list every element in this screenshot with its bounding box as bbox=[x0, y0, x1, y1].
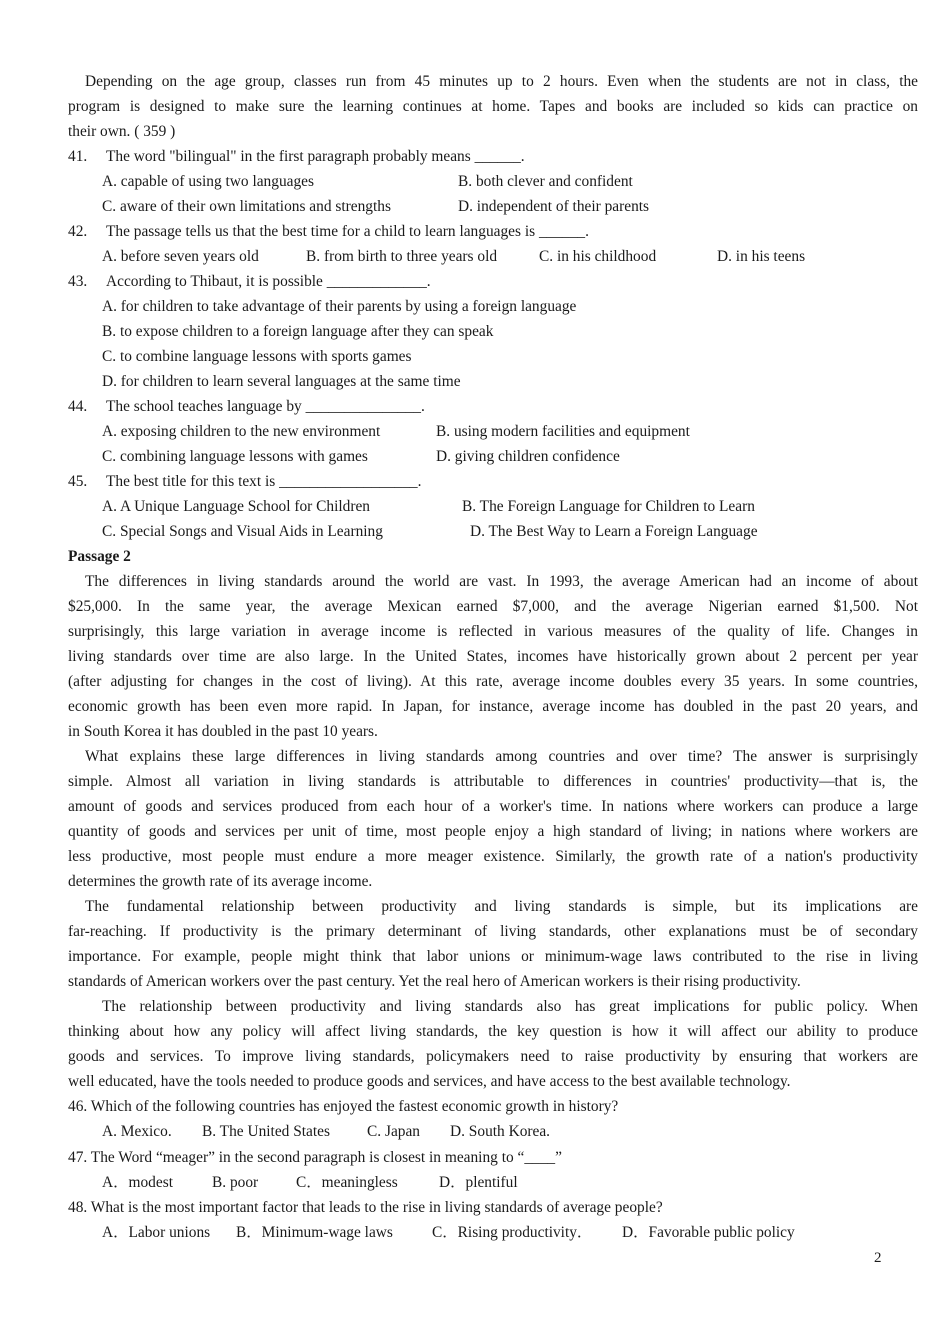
text-line: $25,000. In the same year, the average Mexican earned $7,000, and the average Nigerian earned $1,500. Not bbox=[68, 598, 918, 615]
text-line: standards of American workers over the past century. Yet the real hero of American workers is their rising productivity. bbox=[68, 973, 801, 990]
paragraph-4 bbox=[68, 994, 918, 1094]
question-number: 43. bbox=[68, 273, 88, 290]
option-c: C. in his childhood bbox=[539, 248, 657, 265]
text-line: amount of goods and services produced from each hour of a worker's time. In nations where workers can produce a large bbox=[68, 798, 918, 815]
text-line: determines the growth rate of its average income. bbox=[68, 873, 373, 890]
question-45 bbox=[68, 469, 918, 494]
option-c: C．Rising productivity． bbox=[432, 1224, 593, 1241]
option-b: B. using modern facilities and equipment bbox=[436, 423, 690, 440]
option-d: D. giving children confidence bbox=[436, 448, 620, 465]
question-42 bbox=[68, 219, 918, 244]
paragraph-2 bbox=[68, 744, 918, 894]
options-row bbox=[68, 444, 918, 469]
text-line: What explains these large differences in living standards among countries and over time? The answer is surprisingly bbox=[85, 748, 918, 765]
question-48: 48. What is the most important factor that leads to the rise in living standards of average people? bbox=[68, 1199, 663, 1216]
question-stem: The passage tells us that the best time for a child to learn languages is ______. bbox=[106, 223, 589, 240]
option-b: B. to expose children to a foreign language after they can speak bbox=[102, 323, 494, 340]
text-line: Depending on the age group, classes run from 45 minutes up to 2 hours. Even when the students are not in class, the bbox=[85, 73, 918, 90]
option-c: C. aware of their own limitations and strengths bbox=[102, 198, 391, 215]
options-row bbox=[68, 1119, 918, 1145]
document-page bbox=[68, 69, 918, 1245]
option-c: C. Japan bbox=[367, 1123, 421, 1140]
options-row bbox=[68, 169, 918, 194]
text-line: far-reaching. If productivity is the primary determinant of living standards, other explanations must be of secondary bbox=[68, 923, 918, 940]
option-a: A．modest bbox=[102, 1174, 173, 1191]
question-43 bbox=[68, 269, 918, 294]
question-44 bbox=[68, 394, 918, 419]
text-line: living standards over time are also large. In the United States, incomes have historically grown about 2 percent per year bbox=[68, 648, 918, 665]
passage-heading: Passage 2 bbox=[68, 548, 131, 565]
page-number: 2 bbox=[874, 1250, 882, 1266]
option-b: B. poor bbox=[212, 1174, 259, 1191]
question-number: 41. bbox=[68, 148, 88, 165]
text-line: their own. ( 359 ) bbox=[68, 123, 176, 140]
question-stem: According to Thibaut, it is possible _____________. bbox=[106, 273, 431, 290]
option-b: B. The Foreign Language for Children to Learn bbox=[462, 498, 755, 515]
option-d: D. independent of their parents bbox=[458, 198, 650, 215]
options-row bbox=[68, 194, 918, 219]
options-row bbox=[68, 244, 918, 269]
option-d: D. The Best Way to Learn a Foreign Language bbox=[470, 523, 758, 540]
text-line: thinking about how any policy will affect living standards, the key question is how it will affect our ability to produce bbox=[68, 1023, 918, 1040]
question-41 bbox=[68, 144, 918, 169]
text-line: (after adjusting for changes in the cost of living). At this rate, average income doubles every 35 years. In some countries, bbox=[68, 673, 918, 690]
text-line: The differences in living standards around the world are vast. In 1993, the average American had an income of about bbox=[85, 573, 918, 590]
text-line: simple. Almost all variation in living standards is attributable to differences in countries' productivity—that is, the bbox=[68, 773, 918, 790]
text-line: surprisingly, this large variation in average income is reflected in various measures of the quality of life. Changes in bbox=[68, 623, 918, 640]
option-c: C. to combine language lessons with sports games bbox=[102, 348, 412, 365]
options-row bbox=[68, 419, 918, 444]
text-line: importance. For example, people might think that labor unions or minimum-wage laws contributed to the rise in living bbox=[68, 948, 918, 965]
question-47: 47. The Word “meager” in the second paragraph is closest in meaning to “____” bbox=[68, 1149, 562, 1166]
option-a: A. exposing children to the new environment bbox=[102, 423, 381, 440]
text-line: goods and services. To improve living standards, policymakers need to raise productivity by ensuring that workers are bbox=[68, 1048, 918, 1065]
option-b: B. from birth to three years old bbox=[306, 248, 498, 265]
question-stem: The best title for this text is __________________. bbox=[106, 473, 422, 490]
option-b: B．Minimum-wage laws bbox=[236, 1224, 393, 1241]
option-a: A. A Unique Language School for Children bbox=[102, 498, 371, 515]
text-line: economic growth has been even more rapid. In Japan, for instance, average income has doubled in the past 20 years, and bbox=[68, 698, 918, 715]
option-a: A. for children to take advantage of their parents by using a foreign language bbox=[102, 298, 577, 315]
option-d: D. for children to learn several languages at the same time bbox=[102, 373, 461, 390]
options-row bbox=[68, 519, 918, 544]
option-c: C. combining language lessons with games bbox=[102, 448, 368, 465]
option-d: D．Favorable public policy bbox=[622, 1224, 795, 1241]
text-line: less productive, most people must endure a more meager existence. Similarly, the growth rate of a nation's productivity bbox=[68, 848, 918, 865]
question-stem: The word "bilingual" in the first paragraph probably means ______. bbox=[106, 148, 525, 165]
option-a: A．Labor unions bbox=[102, 1224, 211, 1241]
question-stem: The school teaches language by _______________. bbox=[106, 398, 425, 415]
option-b: B. The United States bbox=[202, 1123, 330, 1140]
intro-paragraph bbox=[68, 69, 918, 144]
question-number: 45. bbox=[68, 473, 88, 490]
option-d: D. in his teens bbox=[717, 248, 806, 265]
options-row bbox=[68, 494, 918, 519]
question-number: 42. bbox=[68, 223, 88, 240]
option-c: C．meaningless bbox=[296, 1174, 398, 1191]
options-row bbox=[68, 1170, 918, 1195]
paragraph-3 bbox=[68, 894, 918, 994]
option-a: A. before seven years old bbox=[102, 248, 259, 265]
text-line: The fundamental relationship between productivity and living standards is simple, but its implications are bbox=[85, 898, 918, 915]
text-line: The relationship between productivity and living standards also has great implications for public policy. When bbox=[102, 998, 918, 1015]
option-c: C. Special Songs and Visual Aids in Learning bbox=[102, 523, 383, 540]
text-line: program is designed to make sure the learning continues at home. Tapes and books are included so kids can practice on bbox=[68, 98, 918, 115]
text-line: well educated, have the tools needed to produce goods and services, and have access to the best available technology. bbox=[68, 1073, 791, 1090]
option-d: D. South Korea. bbox=[450, 1123, 551, 1140]
paragraph-1 bbox=[68, 569, 918, 744]
option-b: B. both clever and confident bbox=[458, 173, 633, 190]
text-line: in South Korea it has doubled in the past 10 years. bbox=[68, 723, 378, 740]
text-line: quantity of goods and services per unit of time, most people enjoy a high standard of living; in nations where workers are bbox=[68, 823, 918, 840]
question-number: 44. bbox=[68, 398, 88, 415]
option-a: A. Mexico. bbox=[102, 1123, 172, 1140]
option-d: D．plentiful bbox=[439, 1174, 518, 1191]
option-a: A. capable of using two languages bbox=[102, 173, 314, 190]
options-row bbox=[68, 1220, 918, 1245]
question-46: 46. Which of the following countries has enjoyed the fastest economic growth in history? bbox=[68, 1098, 619, 1115]
